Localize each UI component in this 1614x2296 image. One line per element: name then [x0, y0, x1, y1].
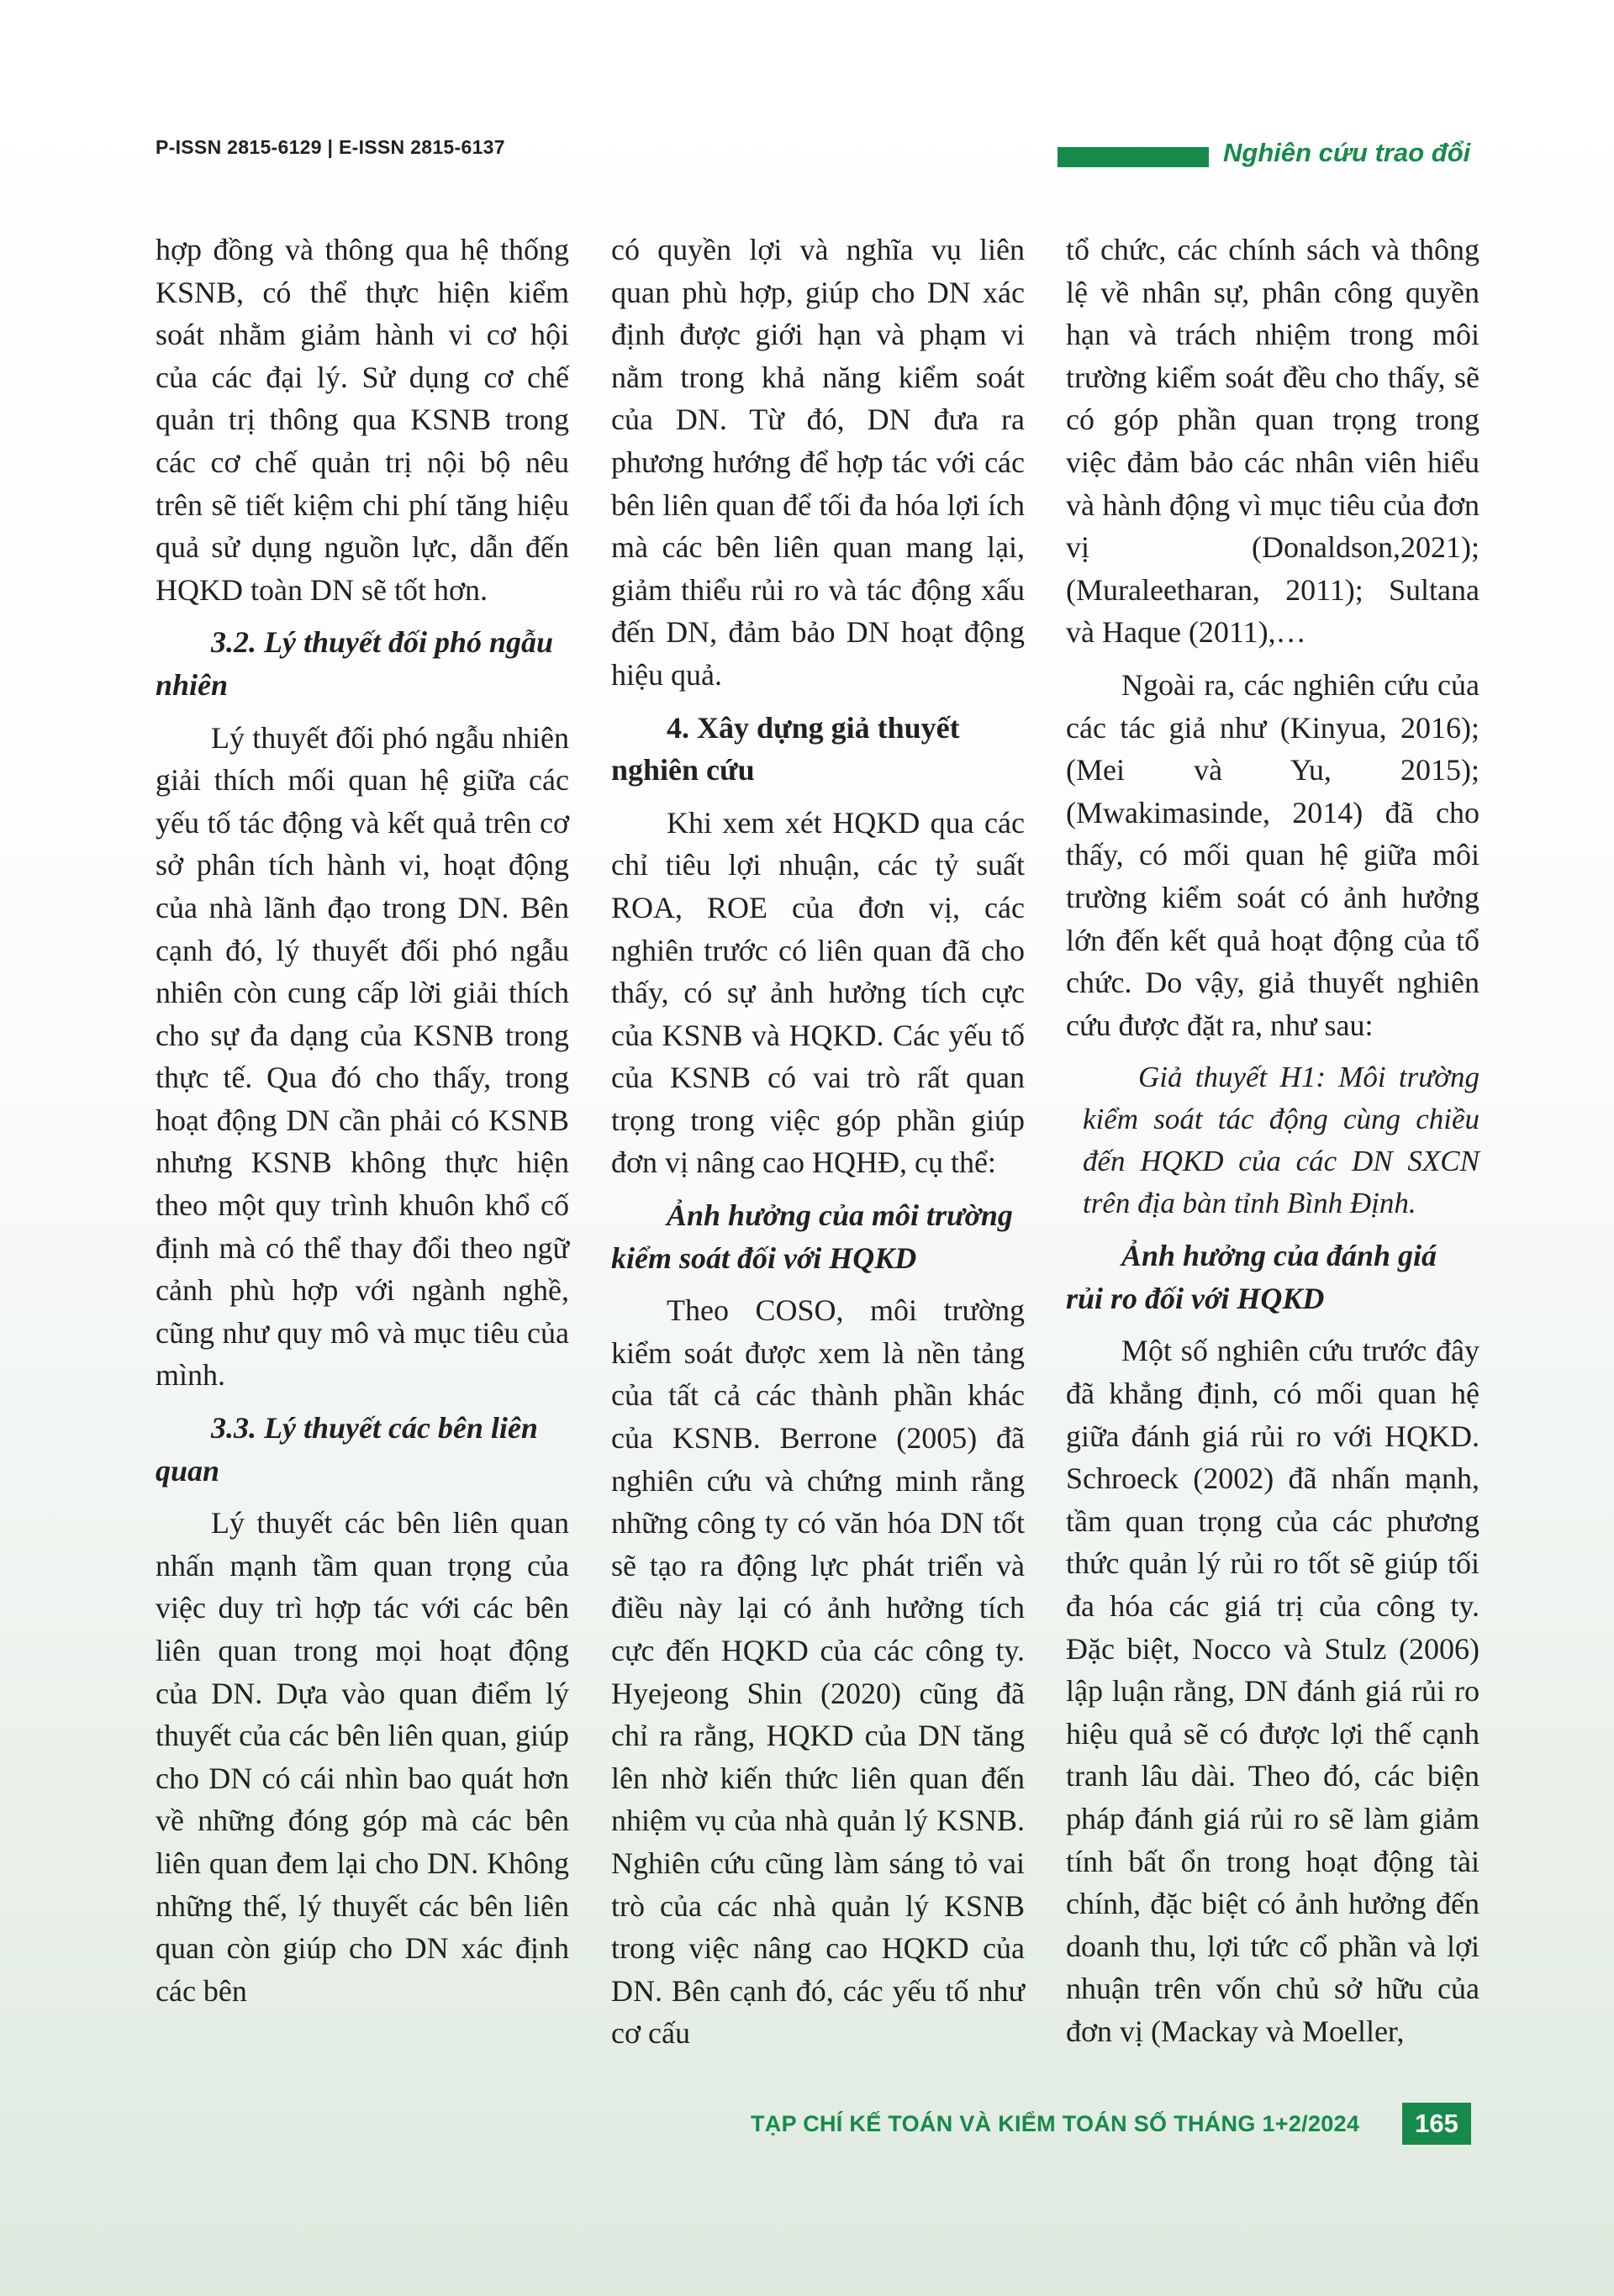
section-heading-4: 4. Xây dựng giả thuyết nghiên cứu — [611, 710, 960, 787]
section-heading-3-2: 3.2. Lý thuyết đối phó ngẫu nhiên — [156, 625, 554, 702]
hypothesis-h1: Giả thuyết H1: Môi trường kiểm soát tác động cùng chiều đến HQKD của các DN SXCN trên địa bàn tỉnh Bình Định. — [1083, 1061, 1480, 1220]
column-1 — [156, 229, 569, 2022]
paragraph: Lý thuyết các bên liên quan nhấn mạnh tầm quan trọng của việc duy trì hợp tác với các bên liên quan trong mọi hoạt động của DN. Dựa vào quan điểm lý thuyết của các bên liên quan, giúp cho DN có cái nhìn bao quát hơn về những đóng góp mà các bên liên quan đem lại cho DN. Không những thế, lý thuyết các bên liên quan còn giúp cho DN xác định các bên — [156, 1506, 569, 2008]
page-number: 165 — [1402, 2103, 1471, 2145]
paragraph: Lý thuyết đối phó ngẫu nhiên giải thích mối quan hệ giữa các yếu tố tác động và kết quả trên cơ sở phân tích hành vi, hoạt động của nhà lãnh đạo trong DN. Bên cạnh đó, lý thuyết đối phó ngẫu nhiên còn cung cấp lời giải thích cho sự đa dạng của KSNB trong thực tế. Qua đó cho thấy, trong hoạt động DN cần phải có KSNB nhưng KSNB không thực hiện theo một quy trình khuôn khổ cố định mà có thể thay đổi theo ngữ cảnh phù hợp với ngành nghề, cũng như quy mô và mục tiêu của mình. — [156, 720, 569, 1393]
header-issn: P-ISSN 2815-6129 | E-ISSN 2815-6137 — [156, 136, 505, 158]
header-accent-bar — [1058, 147, 1209, 167]
paragraph: Ngoài ra, các nghiên cứu của các tác giả như (Kinyua, 2016); (Mei và Yu, 2015); (Mwakimasinde, 2014) đã cho thấy, có mối quan hệ giữa môi trường kiểm soát có ảnh hưởng lớn đến kết quả hoạt động của tổ chức. Do vậy, giả thuyết nghiên cứu được đặt ra, như sau: — [1066, 667, 1480, 1042]
paragraph: tổ chức, các chính sách và thông lệ về nhân sự, phân công quyền hạn và trách nhiệm trong môi trường kiểm soát đều cho thấy, sẽ có góp phần quan trọng trong việc đảm bảo các nhân viên hiểu và hành động vì mục tiêu của đơn vị (Donaldson,2021); (Muraleetharan, 2011); Sultana và Haque (2011),… — [1066, 233, 1480, 650]
footer-journal-title: TẠP CHÍ KẾ TOÁN VÀ KIỂM TOÁN SỐ THÁNG 1+2/2024 — [751, 2111, 1360, 2136]
paragraph: Khi xem xét HQKD qua các chỉ tiêu lợi nhuận, các tỷ suất ROA, ROE của đơn vị, các nghiên trước có liên quan đã cho thấy, có sự ảnh hưởng tích cực của KSNB và HQKD. Các yếu tố của KSNB có vai trò rất quan trọng trong việc góp phần giúp đơn vị nâng cao HQHĐ, cụ thể: — [611, 805, 1025, 1180]
column-3 — [1066, 229, 1480, 2063]
paragraph: hợp đồng và thông qua hệ thống KSNB, có thể thực hiện kiểm soát nhằm giảm hành vi cơ hội của các đại lý. Sử dụng cơ chế quản trị thông qua KSNB trong các cơ chế quản trị nội bộ nêu trên sẽ tiết kiệm chi phí tăng hiệu quả sử dụng nguồn lực, dẫn đến HQKD toàn DN sẽ tốt hơn. — [156, 233, 569, 607]
header-section-title: Nghiên cứu trao đổi — [1223, 138, 1471, 167]
column-2 — [611, 229, 1025, 2065]
subheading-risk-assessment: Ảnh hưởng của đánh giá rủi ro đối với HQKD — [1066, 1239, 1437, 1315]
paragraph: Một số nghiên cứu trước đây đã khẳng định, có mối quan hệ giữa đánh giá rủi ro với HQKD. Schroeck (2002) đã nhấn mạnh, tầm quan trọng của các phương thức quản lý rủi ro tốt sẽ giúp tối đa hóa các giá trị của công ty. Đặc biệt, Nocco và Stulz (2006) lập luận rằng, DN đánh giá rủi ro hiệu quả sẽ có được lợi thế cạnh tranh lâu dài. Theo đó, các biện pháp đánh giá rủi ro sẽ làm giảm tính bất ổn trong hoạt động tài chính, đặc biệt có ảnh hưởng đến doanh thu, lợi tức cổ phần và lợi nhuận trên vốn chủ sở hữu của đơn vị (Mackay và Moeller, — [1066, 1334, 1480, 2048]
section-heading-3-3: 3.3. Lý thuyết các bên liên quan — [156, 1411, 538, 1488]
paragraph: Theo COSO, môi trường kiểm soát được xem là nền tảng của tất cả các thành phần khác của KSNB. Berrone (2005) đã nghiên cứu và chứng minh rằng những công ty có văn hóa DN tốt sẽ tạo ra động lực phát triển và điều này lại có ảnh hưởng tích cực đến HQKD của các công ty. Hyejeong Shin (2020) cũng đã chỉ ra rằng, HQKD của DN tăng lên nhờ kiến thức liên quan đến nhiệm vụ của nhà quản lý KSNB. Nghiên cứu cũng làm sáng tỏ vai trò của các nhà quản lý KSNB trong việc nâng cao HQKD của DN. Bên cạnh đó, các yếu tố như cơ cấu — [611, 1293, 1025, 2051]
paragraph: có quyền lợi và nghĩa vụ liên quan phù hợp, giúp cho DN xác định được giới hạn và phạm vi nằm trong khả năng kiểm soát của DN. Từ đó, DN đưa ra phương hướng để hợp tác với các bên liên quan để tối đa hóa lợi ích mà các bên liên quan mang lại, giảm thiểu rủi ro và tác động xấu đến DN, đảm bảo DN hoạt động hiệu quả. — [611, 233, 1025, 692]
subheading-control-environment: Ảnh hưởng của môi trường kiểm soát đối với HQKD — [611, 1198, 1013, 1275]
